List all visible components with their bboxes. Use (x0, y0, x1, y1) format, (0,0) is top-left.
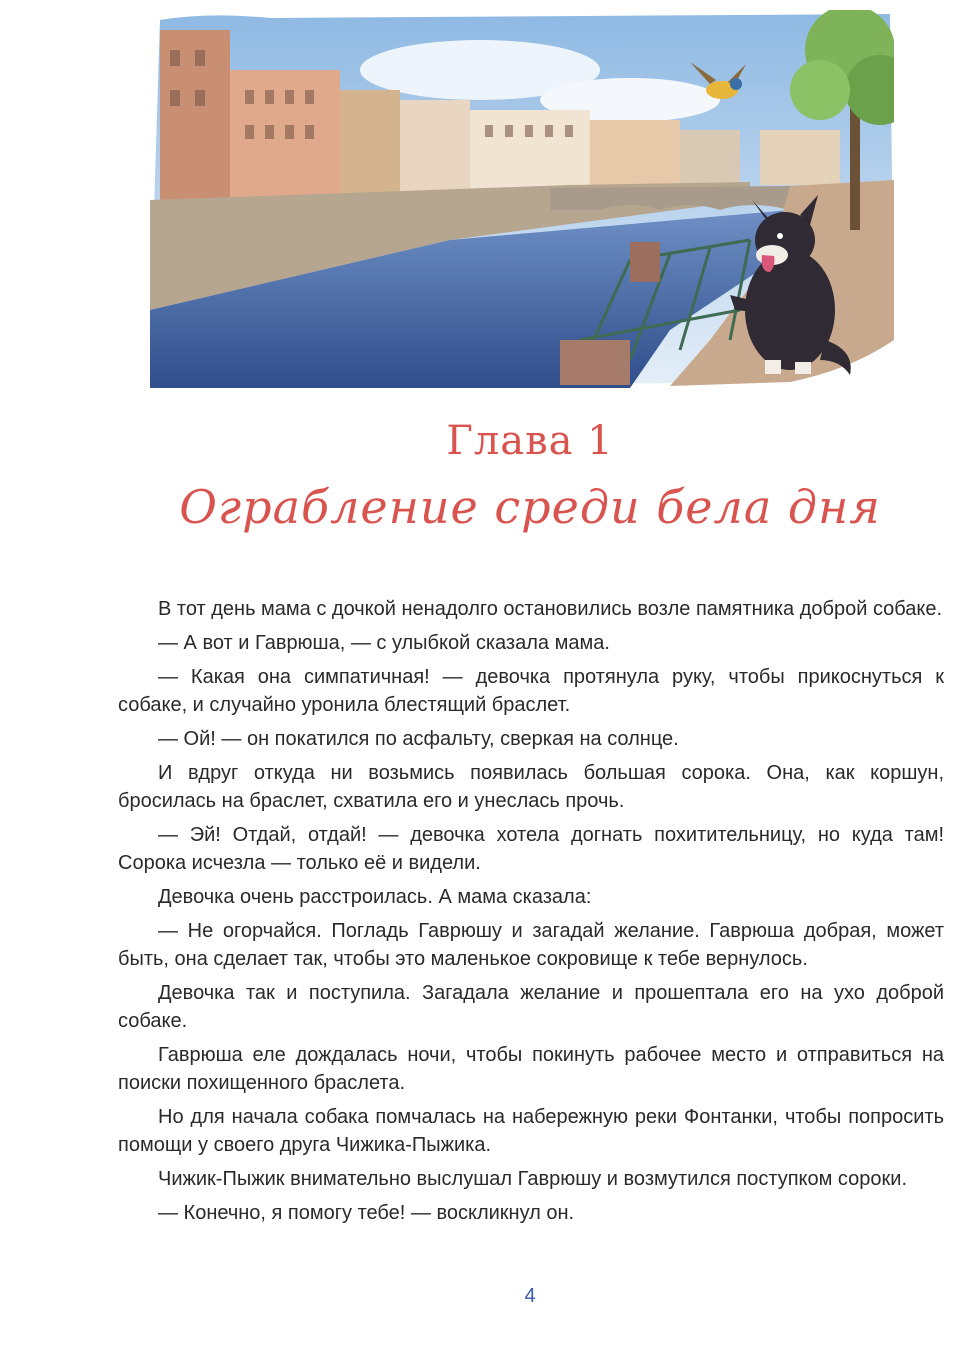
paragraph: В тот день мама с дочкой ненадолго остановились возле памятника доброй собаке. (158, 598, 943, 620)
paragraph: Девочка так и поступила. Загадала желание и прошептала его на ухо доброй собаке. (118, 982, 944, 1032)
granite-post (560, 340, 630, 385)
paragraph: Но для начала собака помчалась на набережную реки Фонтанки, чтобы попросить помощи у своего друга Чижика-Пыжика. (118, 1106, 944, 1156)
paragraph: — Не огорчайся. Погладь Гаврюшу и загадай желание. Гаврюша добрая, может быть, она сделает так, чтобы это маленькое сокровище к тебе вернулось. (118, 920, 944, 970)
paragraph: Гаврюша еле дождалась ночи, чтобы покинуть рабочее место и отправиться на поиски похищенного браслета. (118, 1044, 944, 1094)
page-number: 4 (524, 1285, 536, 1307)
paragraph: И вдруг откуда ни возьмись появилась большая сорока. Она, как коршун, бросилась на браслет, схватила его и унеслась прочь. (118, 762, 944, 812)
chapter-label: Глава 1 (446, 418, 614, 464)
granite-post (630, 242, 660, 282)
story-text (118, 595, 944, 1233)
paragraph: — А вот и Гаврюша, — с улыбкой сказала мама. (158, 632, 610, 654)
paragraph: — Конечно, я помогу тебе! — воскликнул он. (158, 1202, 575, 1224)
paragraph: — Ой! — он покатился по асфальту, сверкая на солнце. (158, 728, 679, 750)
chapter-title: Ограбление среди бела дня (179, 480, 881, 534)
canal-illustration (150, 10, 894, 390)
paragraph: Девочка очень расстроилась. А мама сказала: (158, 886, 592, 908)
paragraph: — Эй! Отдай, отдай! — девочка хотела догнать похитительницу, но куда там! Сорока исчезла — только её и видели. (118, 824, 944, 874)
paragraph: — Какая она симпатичная! — девочка протянула руку, чтобы прикоснуться к собаке, и случайно уронила блестящий браслет. (118, 666, 944, 716)
paragraph: Чижик-Пыжик внимательно выслушал Гаврюшу и возмутился поступком сороки. (158, 1168, 908, 1190)
